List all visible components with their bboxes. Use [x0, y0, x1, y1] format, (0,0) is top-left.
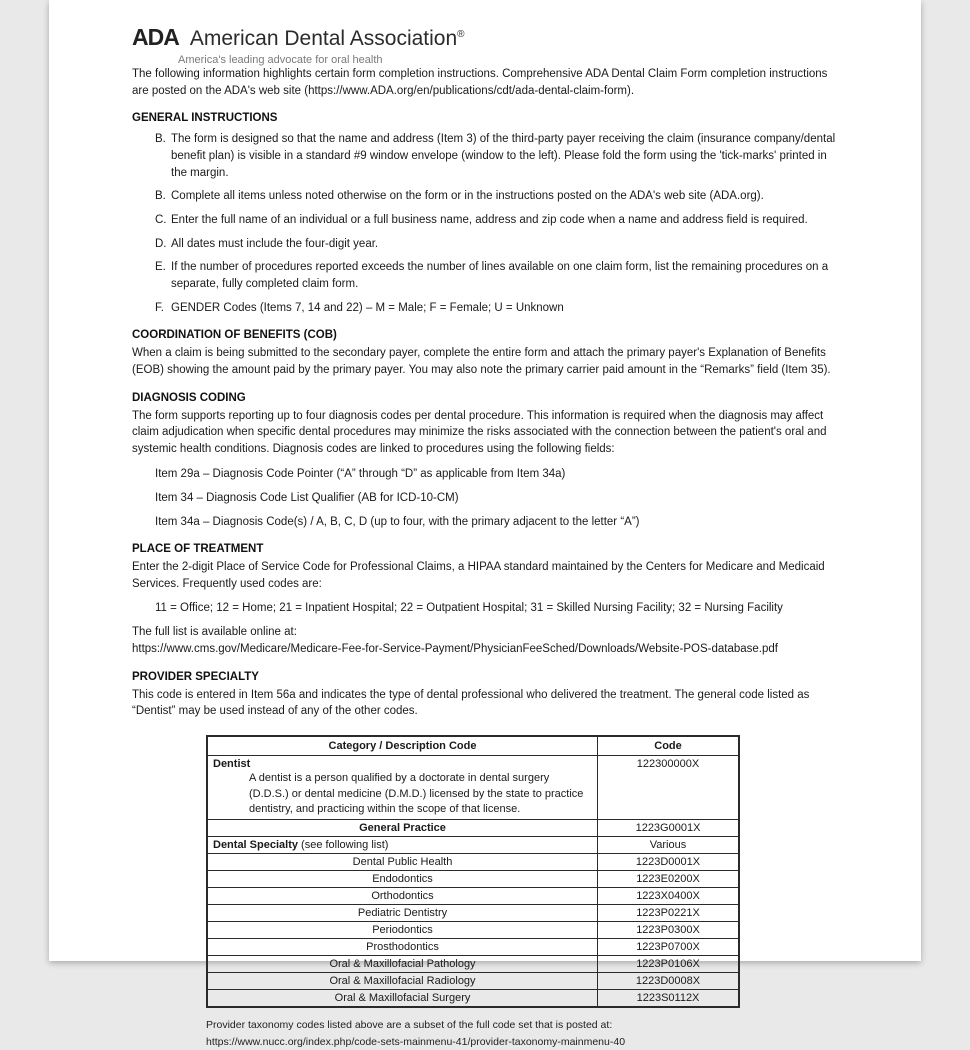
provider-specialty-paragraph: This code is entered in Item 56a and indicates the type of dental professional who delivered the treatment. The general code listed as “Dentist” may be used instead of any of the other codes. [132, 688, 810, 718]
column-header-category: Category / Description Code [207, 736, 598, 756]
table-row-general-practice [207, 820, 739, 837]
column-header-code: Code [598, 736, 740, 756]
specialty-code: 1223P0221X [598, 905, 740, 922]
brand-header [132, 24, 839, 66]
document-page [49, 0, 921, 1048]
diagnosis-item: Item 29a – Diagnosis Code Pointer (“A” through “D” as applicable from Item 34a) [155, 467, 566, 480]
list-item-letter: C. [155, 214, 167, 227]
general-practice-code: 1223G0001X [598, 820, 740, 837]
table-header-row [207, 736, 739, 756]
table-row-dental-specialty [207, 837, 739, 854]
heading-diagnosis-coding: DIAGNOSIS CODING [132, 391, 246, 404]
org-name-text: American Dental Association [189, 27, 458, 50]
specialty-label: Oral & Maxillofacial Radiology [207, 973, 598, 990]
dentist-title: Dentist [213, 758, 251, 771]
specialty-code: 1223P0106X [598, 956, 740, 973]
heading-general-instructions: GENERAL INSTRUCTIONS [132, 112, 278, 125]
specialty-label: Orthodontics [207, 888, 598, 905]
list-item-text: The form is designed so that the name and address (Item 3) of the third-party payer receiving the claim (insurance company/dental benefit plan) is visible in a standard #9 window envelope (window to the left). Please fold the form using the 'tick-marks' printed in the margin. [171, 133, 836, 179]
specialty-label: Oral & Maxillofacial Pathology [207, 956, 598, 973]
taxonomy-footer-note [206, 1017, 839, 1050]
table-row [207, 990, 739, 1008]
list-item-text: All dates must include the four-digit year. [171, 237, 379, 250]
table-row [207, 956, 739, 973]
dental-specialty-label [207, 837, 598, 854]
brand-tagline: America's leading advocate for oral health [178, 54, 383, 66]
general-instructions-list [132, 131, 839, 316]
dentist-cell [207, 756, 598, 820]
cob-paragraph: When a claim is being submitted to the secondary payer, complete the entire form and attach the primary payer's Explanation of Benefits (EOB) showing the amount paid by the primary payer. You may also note the primary carrier paid amount in the “Remarks” field (Item 35). [132, 347, 831, 377]
nucc-url: https://www.nucc.org/index.php/code-sets-mainmenu-41/provider-taxonomy-mainmenu-40 [206, 1035, 626, 1048]
list-item-letter: B. [155, 133, 166, 146]
table-row [207, 939, 739, 956]
cms-pos-url: https://www.cms.gov/Medicare/Medicare-Fee-for-Service-Payment/PhysicianFeeSched/Downloads/Website-POS-database.pdf [132, 643, 778, 656]
dentist-code: 122300000X [598, 756, 740, 820]
specialty-code: 1223E0200X [598, 871, 740, 888]
heading-place-of-treatment: PLACE OF TREATMENT [132, 543, 264, 556]
table-row [207, 871, 739, 888]
list-item [132, 212, 839, 229]
dental-specialty-label-note: (see following list) [297, 839, 389, 852]
heading-cob: COORDINATION OF BENEFITS (COB) [132, 329, 337, 342]
heading-provider-specialty: PROVIDER SPECIALTY [132, 670, 259, 683]
list-item [132, 259, 839, 292]
specialty-code: 1223P0700X [598, 939, 740, 956]
table-row [207, 905, 739, 922]
specialty-label: Prosthodontics [207, 939, 598, 956]
list-item-letter: D. [155, 237, 167, 250]
registered-mark: ® [457, 29, 465, 40]
specialty-code: 1223D0008X [598, 973, 740, 990]
dental-specialty-code: Various [598, 837, 740, 854]
diagnosis-coding-paragraph: The form supports reporting up to four diagnosis codes per dental procedure. This information is required when the diagnosis may affect claim adjudication when specific dental procedures may minimize the risks associated with the connection between the patient's oral and systemic health conditions. Diagnosis codes are linked to procedures using the following fields: [132, 409, 827, 456]
specialty-code: 1223P0300X [598, 922, 740, 939]
specialty-label: Endodontics [207, 871, 598, 888]
general-practice-label: General Practice [207, 820, 598, 837]
place-of-service-codes: 11 = Office; 12 = Home; 21 = Inpatient Hospital; 22 = Outpatient Hospital; 31 = Skilled Nursing Facility; 32 = Nursing Facility [155, 602, 783, 615]
specialty-code: 1223X0400X [598, 888, 740, 905]
list-item [132, 236, 839, 253]
footer-note-text: Provider taxonomy codes listed above are a subset of the full code set that is posted at: [206, 1019, 613, 1032]
brand-row [132, 24, 839, 51]
list-item-text: If the number of procedures reported exceeds the number of lines available on one claim form, list the remaining procedures on a separate, fully completed claim form. [171, 261, 829, 291]
table-row [207, 973, 739, 990]
list-item [132, 188, 839, 205]
list-item [132, 300, 839, 317]
list-item-letter: B. [155, 190, 166, 203]
list-item-letter: E. [155, 261, 166, 274]
list-item-text: GENDER Codes (Items 7, 14 and 22) – M = Male; F = Female; U = Unknown [171, 301, 564, 314]
full-list-text: The full list is available online at: [132, 626, 297, 639]
org-name [190, 27, 465, 51]
table-row-dentist [207, 756, 739, 820]
diagnosis-item: Item 34a – Diagnosis Code(s) / A, B, C, D (up to four, with the primary adjacent to the letter “A”) [155, 515, 640, 528]
ada-logo: ADA [132, 24, 179, 50]
specialty-code: 1223S0112X [598, 990, 740, 1008]
intro-paragraph: The following information highlights certain form completion instructions. Comprehensive ADA Dental Claim Form completion instructions are posted on the ADA's web site (https://www.ADA.org/en/publications/cdt/ada-dental-claim-form). [132, 68, 828, 97]
list-item-letter: F. [155, 301, 164, 314]
diagnosis-item: Item 34 – Diagnosis Code List Qualifier (AB for ICD-10-CM) [155, 491, 459, 504]
specialty-label: Oral & Maxillofacial Surgery [207, 990, 598, 1008]
list-item-text: Complete all items unless noted otherwise on the form or in the instructions posted on the ADA's web site (ADA.org). [171, 190, 764, 203]
diagnosis-coding-list [132, 466, 839, 530]
dentist-description: A dentist is a person qualified by a doctorate in dental surgery (D.D.S.) or dental medicine (D.M.D.) licensed by the state to practice dentistry, and practicing within the scope of that license. [249, 772, 584, 815]
dental-specialty-label-bold: Dental Specialty [213, 839, 298, 852]
specialty-label: Dental Public Health [207, 854, 598, 871]
list-item-text: Enter the full name of an individual or a full business name, address and zip code when a name and address field is required. [171, 214, 808, 227]
table-row [207, 922, 739, 939]
specialty-label: Pediatric Dentistry [207, 905, 598, 922]
list-item [132, 131, 839, 181]
table-row [207, 888, 739, 905]
place-of-treatment-paragraph: Enter the 2-digit Place of Service Code for Professional Claims, a HIPAA standard maintained by the Centers for Medicare and Medicaid Services. Frequently used codes are: [132, 561, 825, 590]
specialty-label: Periodontics [207, 922, 598, 939]
provider-taxonomy-table [206, 735, 740, 1008]
specialty-code: 1223D0001X [598, 854, 740, 871]
table-row [207, 854, 739, 871]
